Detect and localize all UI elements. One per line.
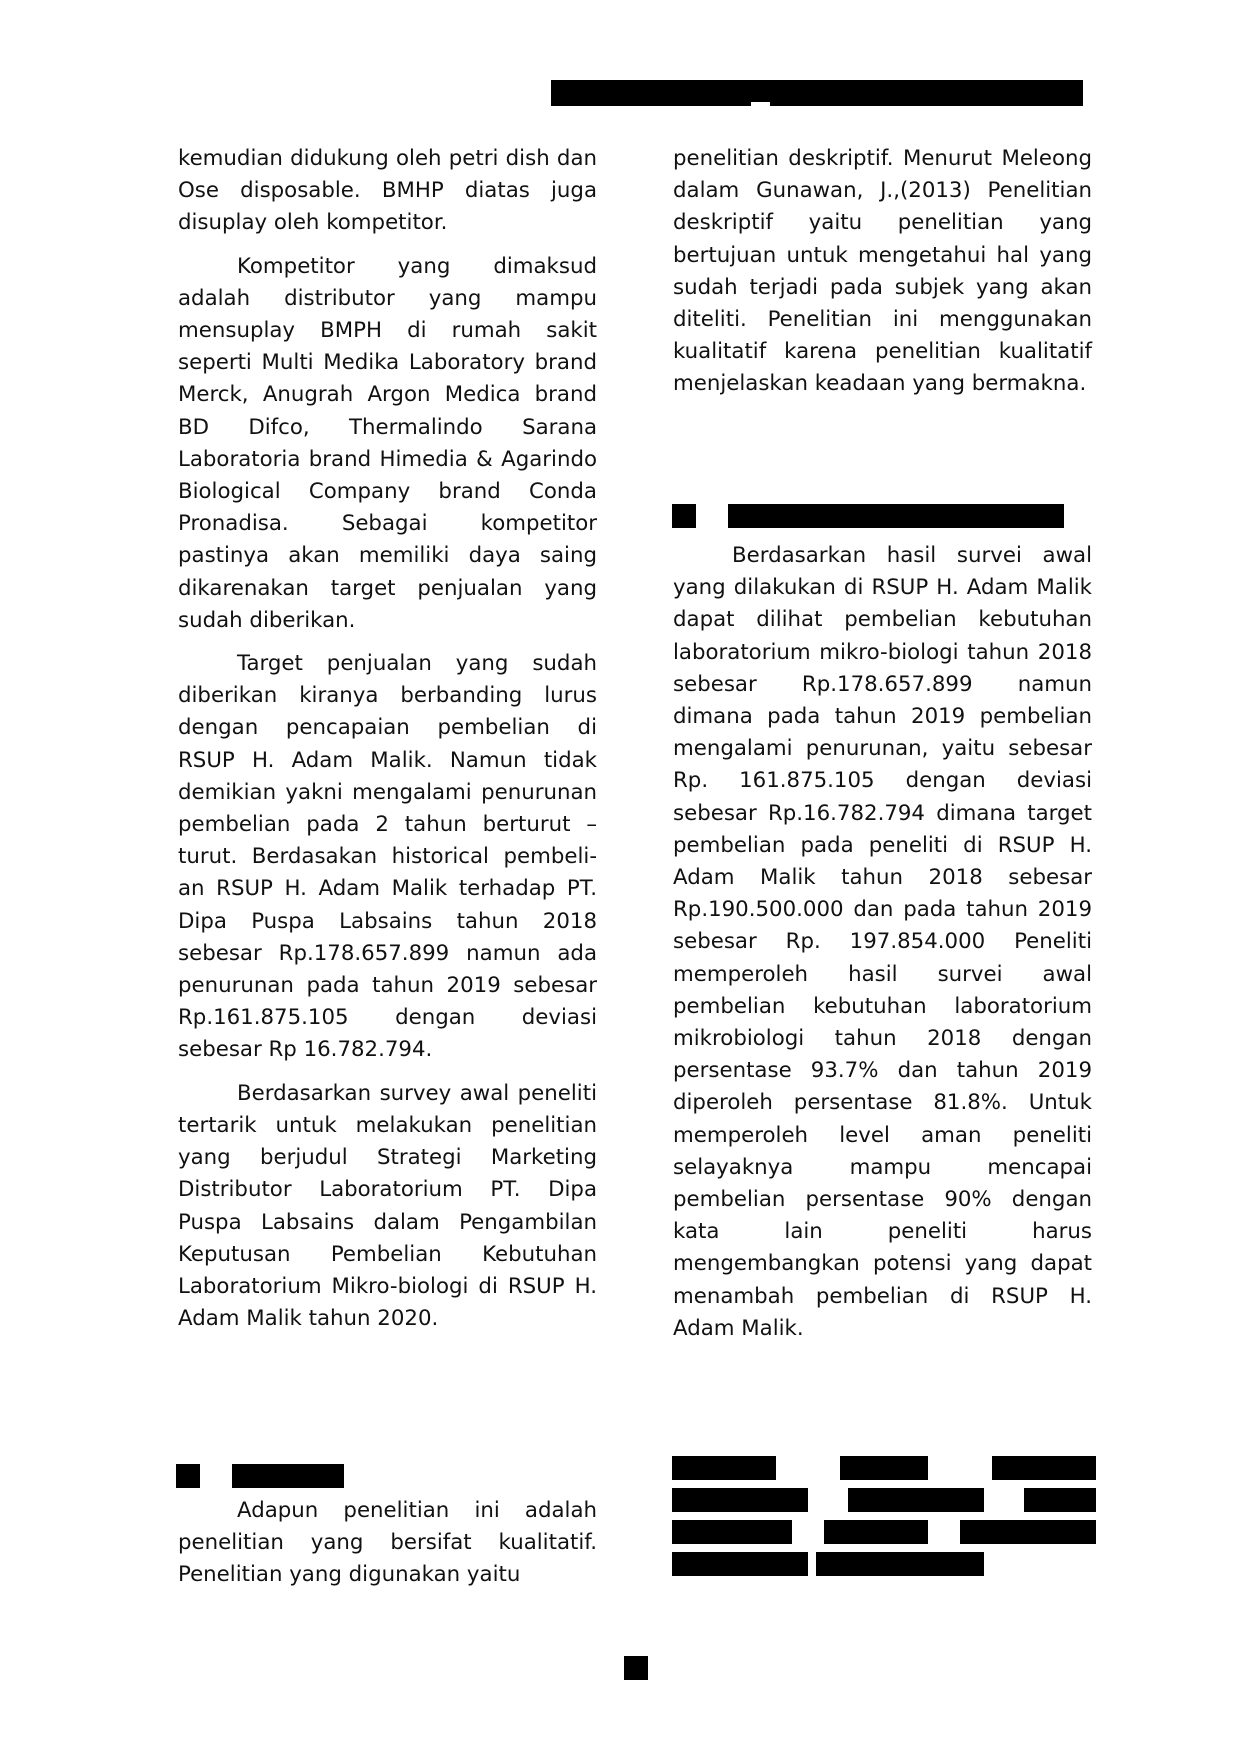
- paragraph: Berdasarkan hasil survei awal yang dilakukan di RSUP H. Adam Malik dapat dilihat pembelian kebutuhan laboratorium mikro-biologi tahun 2018 sebesar Rp.178.657.899 namun dimana pada tahun 2019 pembelian mengalami penurunan, yaitu sebesar Rp. 161.875.105 dengan deviasi sebesar Rp.16.782.794 dimana target pembelian pada peneliti di RSUP H. Adam Malik tahun 2018 sebesar Rp.190.500.000 dan pada tahun 2019 sebesar Rp. 197.854.000 Peneliti memperoleh hasil survei awal pembelian kebutuhan laboratorium mikrobiologi tahun 2018 dengan persentase 93.7% dan tahun 2019 diperoleh persentase 81.8%. Untuk memperoleh level aman peneliti selayaknya mampu mencapai pembelian persentase 90% dengan kata lain peneliti harus mengembangkan potensi yang dapat menambah pembelian di RSUP H. Adam Malik.: [673, 543, 1092, 1341]
- redacted-text-line: [672, 1552, 808, 1576]
- right-column-section: [673, 540, 1092, 1356]
- redacted-text-line: [824, 1520, 928, 1544]
- redacted-text-line: [672, 1456, 776, 1480]
- redacted-text-line: [816, 1552, 984, 1576]
- redacted-text-line: [672, 1488, 808, 1512]
- section-title-redacted: [232, 1464, 344, 1488]
- paragraph: Kompetitor yang dimaksud adalah distributor yang mampu mensuplay BMPH di rumah sakit seperti Multi Medika Laboratory brand Merck, Anugrah Argon Medica brand BD Difco, Thermalindo Sarana Laboratoria brand Himedia & Agarindo Biological Company brand Conda Pronadisa. Sebagai kompetitor pastinya akan memiliki daya saing dikarenakan target penjualan yang sudah diberikan.: [178, 253, 597, 633]
- paragraph: Target penjualan yang sudah diberikan kiranya berbanding lurus dengan pencapaian pembelian di RSUP H. Adam Malik. Namun tidak demikian yakni mengalami penurunan pembelian pada 2 tahun berturut – turut. Berdasakan historical pembeli-an RSUP H. Adam Malik terhadap PT. Dipa Puspa Labsains tahun 2018 sebesar Rp.178.657.899 namun ada penurunan pada tahun 2019 sebesar Rp.161.875.105 dengan deviasi sebesar Rp 16.782.794.: [178, 651, 597, 1063]
- redacted-text-line: [840, 1456, 928, 1480]
- paragraph: Berdasarkan survey awal peneliti tertarik untuk melakukan penelitian yang berjudul Strategi Marketing Distributor Laboratorium PT. Dipa Puspa Labsains dalam Pengambilan Keputusan Pembelian Kebutuhan Laboratorium Mikro-biologi di RSUP H. Adam Malik tahun 2020.: [178, 1080, 597, 1332]
- redacted-text-line: [960, 1520, 1096, 1544]
- paragraph: kemudian didukung oleh petri dish dan Ose disposable. BMHP diatas juga disuplay oleh kompetitor.: [178, 146, 597, 236]
- right-column: [673, 143, 1092, 412]
- left-column: [178, 143, 597, 1346]
- section-number-redacted: [176, 1464, 200, 1488]
- paragraph: penelitian deskriptif. Menurut Meleong dalam Gunawan, J.,(2013) Penelitian deskriptif yaitu penelitian yang bertujuan untuk mengetahui hal yang sudah terjadi pada subjek yang akan diteliti. Penelitian ini menggunakan kualitatif karena penelitian kualitatif menjelaskan keadaan yang bermakna.: [673, 146, 1092, 397]
- redacted-text-line: [992, 1456, 1096, 1480]
- paragraph: Adapun penelitian ini adalah penelitian yang bersifat kualitatif. Penelitian yang digunakan yaitu: [178, 1498, 597, 1588]
- section-number-redacted: [672, 504, 696, 528]
- page-number-redacted: [624, 1656, 648, 1680]
- redacted-text-line: [672, 1520, 792, 1544]
- left-column-section: [178, 1495, 597, 1603]
- running-header-redacted: [551, 80, 751, 106]
- section-title-redacted: [728, 504, 1064, 528]
- redacted-text-line: [1024, 1488, 1096, 1512]
- redacted-text-line: [848, 1488, 984, 1512]
- running-header-redacted: [770, 80, 1083, 106]
